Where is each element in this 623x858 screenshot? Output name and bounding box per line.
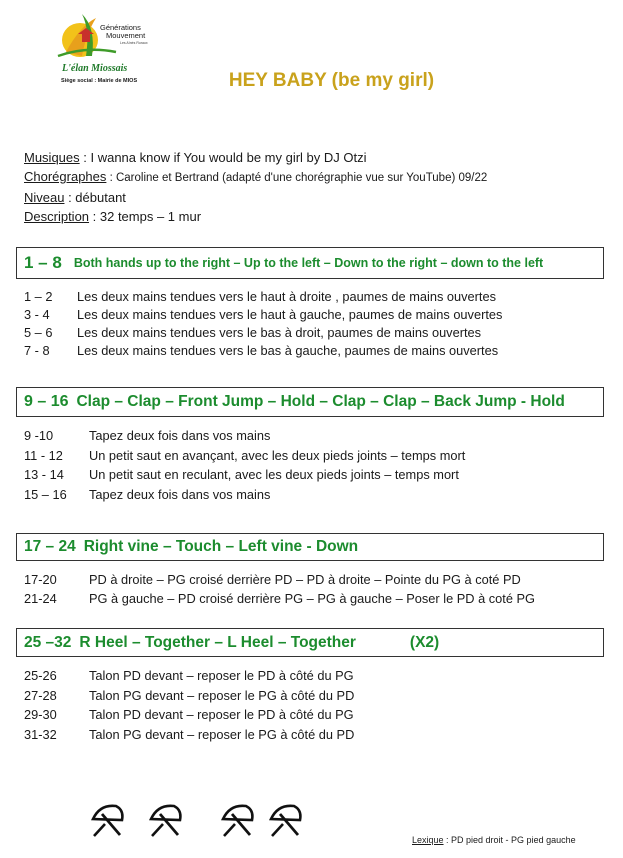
logo-brand-line2: Mouvement [106, 31, 146, 40]
step-text: Talon PG devant – reposer le PG à côté du PD [89, 687, 355, 703]
step-row [24, 570, 535, 589]
step-count: 7 - 8 [24, 343, 50, 358]
section-steps-1 [24, 288, 502, 360]
step-text: Un petit saut en reculant, avec les deux pieds joints – temps mort [89, 467, 459, 482]
step-text: Les deux mains tendues vers le bas à gauche, paumes de mains ouvertes [77, 343, 499, 358]
section-title: Right vine – Touch – Left vine - Down [83, 538, 359, 555]
step-text: Talon PG devant – reposer le PG à côté du PD [89, 726, 355, 742]
section-title: Clap – Clap – Front Jump – Hold – Clap – Clap – Back Jump - Hold [76, 393, 565, 410]
level-value: : débutant [64, 190, 126, 205]
step-count: 15 – 16 [24, 486, 67, 502]
step-row [24, 465, 465, 485]
level-row [24, 188, 487, 207]
step-row [24, 686, 354, 706]
section-title: R Heel – Together – L Heel – Together [79, 633, 356, 651]
section-steps-2 [24, 426, 465, 504]
description-label: Description [24, 209, 90, 224]
step-row [24, 705, 354, 725]
dance-info [24, 148, 487, 226]
umbrella-icon [148, 802, 182, 838]
step-count: 9 -10 [24, 428, 54, 443]
step-row [24, 446, 465, 466]
description-row [24, 207, 487, 226]
step-text: Talon PD devant – reposer le PD à côté du PG [89, 707, 354, 722]
step-row [24, 306, 502, 324]
level-label: Niveau [24, 190, 65, 205]
section-heading-1 [16, 247, 604, 279]
umbrella-icon [90, 802, 124, 838]
music-row [24, 148, 487, 167]
section-title: Both hands up to the right – Up to the left – Down to the right – down to the left [73, 256, 544, 270]
umbrella-icon [220, 802, 254, 838]
section-repeat: (X2) [409, 633, 440, 651]
choreographers-row [24, 167, 487, 188]
section-steps-3 [24, 570, 535, 608]
step-text: PG à gauche – PD croisé derrière PG – PG à gauche – Poser le PD à coté PG [89, 591, 535, 606]
section-counts: 25 –32 [24, 633, 72, 651]
logo-brand-line1: Générations [100, 23, 141, 32]
step-count: 13 - 14 [24, 467, 64, 482]
step-text: Les deux mains tendues vers le haut à droite , paumes de mains ouvertes [77, 289, 496, 304]
step-count: 29-30 [24, 707, 57, 722]
choreographers-value: : Caroline et Bertrand (adapté d'une chorégraphie vue sur YouTube) 09/22 [106, 172, 488, 184]
umbrella-icon [268, 802, 302, 838]
step-text: PD à droite – PG croisé derrière PD – PD à droite – Pointe du PG à coté PD [89, 572, 521, 587]
step-count: 5 – 6 [24, 325, 53, 340]
section-counts: 1 – 8 [24, 253, 62, 272]
step-row [24, 426, 465, 446]
section-heading-3 [16, 533, 604, 561]
page-title: HEY BABY (be my girl) [228, 70, 435, 91]
step-row [24, 485, 465, 505]
section-steps-4 [24, 666, 354, 744]
section-heading-4 [16, 628, 604, 657]
step-text: Tapez deux fois dans vos mains [89, 428, 271, 443]
step-text: Les deux mains tendues vers le bas à droit, paumes de mains ouvertes [77, 325, 482, 340]
step-count: 3 - 4 [24, 307, 50, 322]
step-count: 31-32 [24, 726, 57, 742]
step-count: 11 - 12 [24, 447, 63, 463]
step-count: 17-20 [24, 572, 57, 587]
glossary-label: Lexique [412, 835, 444, 845]
glossary-text: : PD pied droit - PG pied gauche [443, 835, 576, 845]
description-value: : 32 temps – 1 mur [89, 209, 202, 224]
section-heading-2 [16, 387, 604, 417]
step-count: 1 – 2 [24, 289, 53, 304]
step-count: 27-28 [24, 687, 57, 703]
step-row [24, 666, 354, 686]
music-label: Musiques [24, 150, 80, 165]
choreographers-label: Chorégraphes [24, 169, 107, 184]
music-value: : I wanna know if You would be my girl by DJ Otzi [79, 150, 367, 165]
step-row [24, 288, 502, 306]
logo-brand-small: Les Aînés Ruraux [120, 41, 148, 45]
logo-club-name: L'élan Miossais [62, 63, 128, 74]
step-text: Les deux mains tendues vers le haut à gauche, paumes de mains ouvertes [77, 307, 503, 322]
logo-seat: Siège social : Mairie de MIOS [61, 78, 138, 84]
section-counts: 17 – 24 [24, 538, 76, 555]
step-row [24, 342, 502, 360]
glossary [412, 835, 576, 845]
section-counts: 9 – 16 [24, 393, 69, 410]
step-text: Talon PD devant – reposer le PD à côté du PG [89, 668, 354, 683]
step-row [24, 324, 502, 342]
step-count: 25-26 [24, 668, 57, 683]
step-text: Tapez deux fois dans vos mains [89, 486, 271, 502]
step-row [24, 589, 535, 608]
step-text: Un petit saut en avançant, avec les deux pieds joints – temps mort [89, 447, 466, 463]
step-row [24, 725, 354, 745]
step-count: 21-24 [24, 591, 57, 606]
